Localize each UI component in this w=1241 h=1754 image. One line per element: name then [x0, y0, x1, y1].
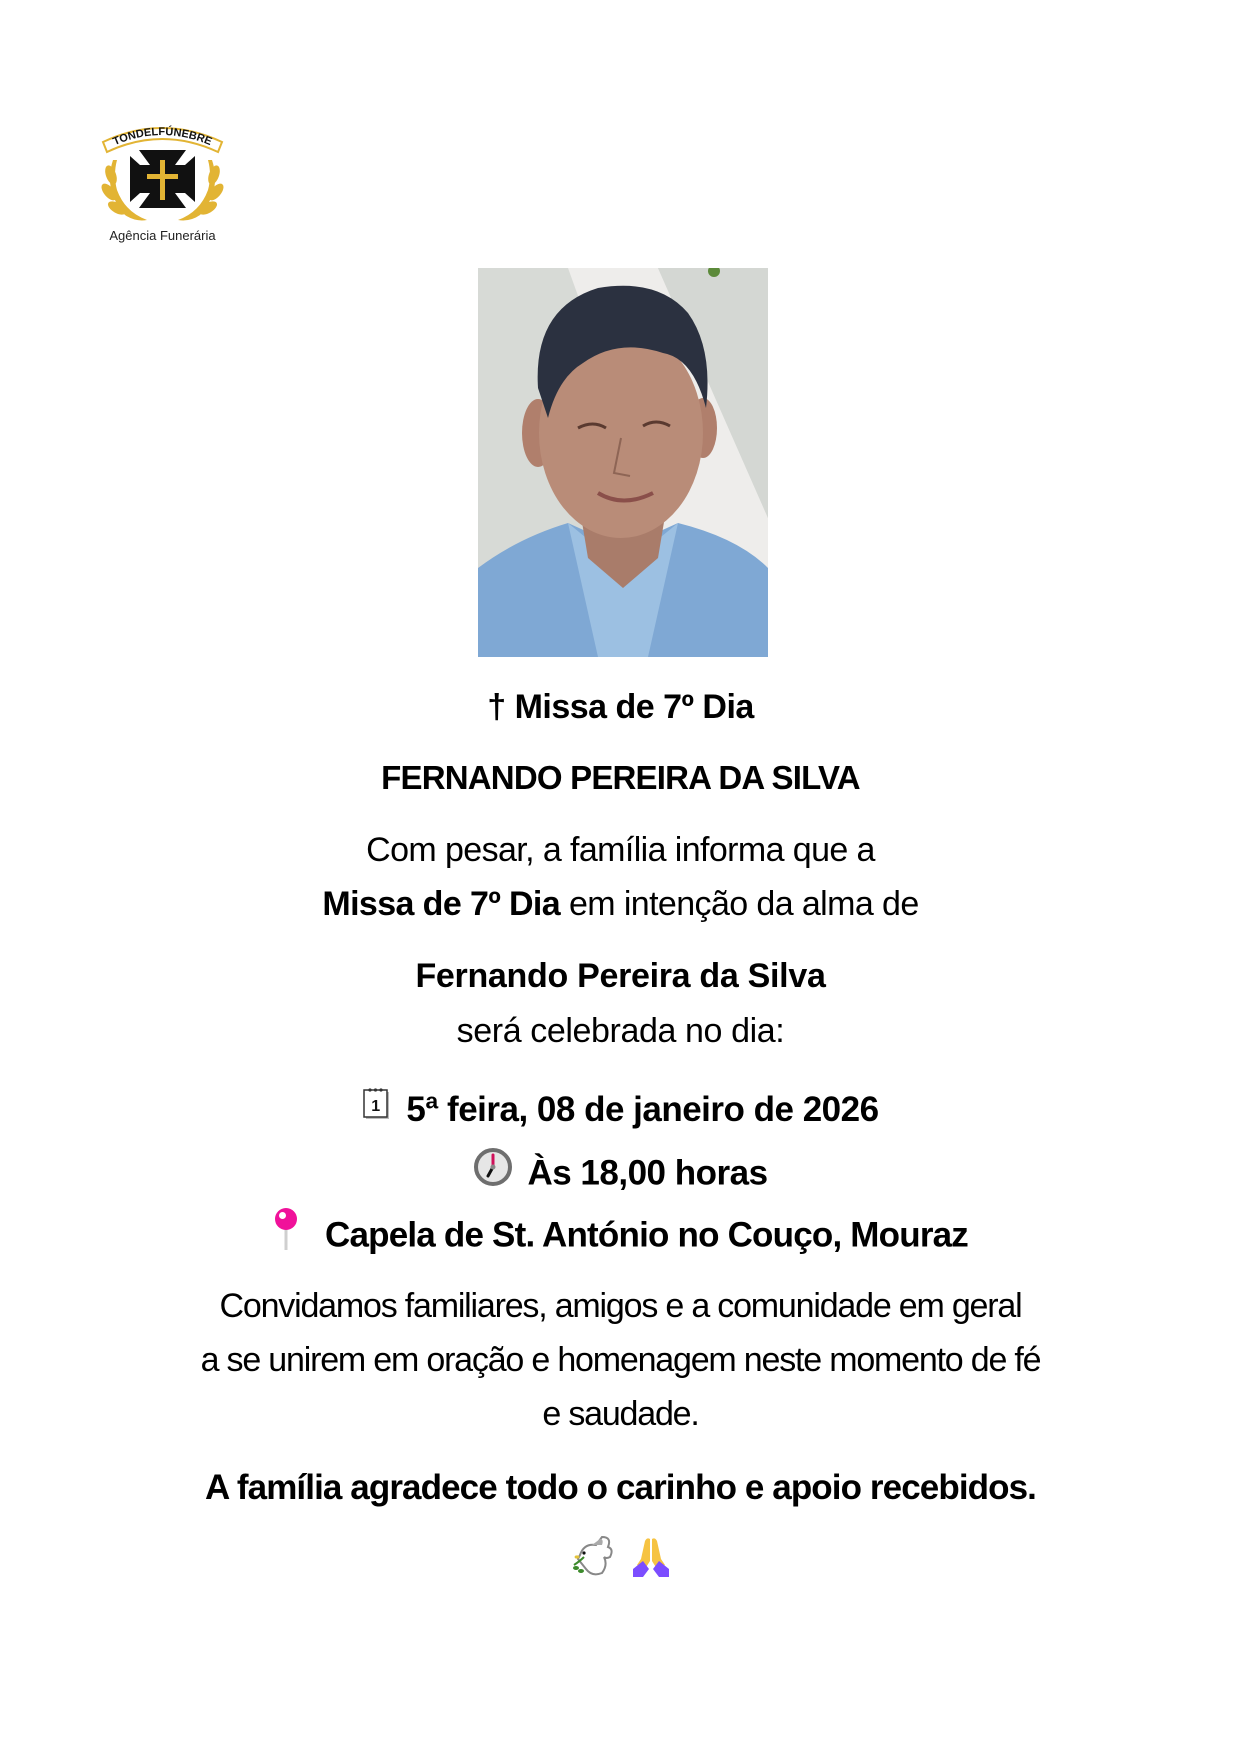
svg-text:TONDELFÚNEBRE: TONDELFÚNEBRE: [111, 125, 214, 149]
deceased-photo: [478, 268, 768, 657]
celebrated-text: será celebrada no dia:: [456, 1012, 785, 1050]
logo-caption: Agência Funerária: [109, 228, 216, 243]
thanks-text: A família agradece todo o carinho e apoio recebidos.: [204, 1468, 1036, 1507]
intro-line-2: [0, 884, 1241, 925]
intro-line-2-rest: em intenção da alma de: [560, 885, 919, 923]
cross-icon: †: [487, 688, 506, 726]
title-text: Missa de 7º Dia: [514, 688, 754, 726]
invite-line-1: Convidamos familiares, amigos e a comunidade em geral: [219, 1287, 1022, 1325]
agency-logo: [95, 120, 230, 255]
svg-text:1: 1: [371, 1097, 381, 1115]
invite-line-2: a se unirem em oração e homenagem neste momento de fé: [200, 1341, 1041, 1379]
mass-place: [0, 1210, 1241, 1264]
intro-mass-bold: Missa de 7º Dia: [322, 885, 561, 923]
closing-emojis: [0, 1535, 1241, 1583]
calendar-icon: [362, 1087, 392, 1131]
invite-line-3: e saudade.: [542, 1395, 699, 1433]
place-text: Capela de St. António no Couço, Mouraz: [324, 1215, 969, 1255]
time-text: Às 18,00 horas: [527, 1153, 768, 1193]
mass-date: [0, 1089, 1241, 1134]
clock-icon: [473, 1147, 513, 1197]
deceased-name-upper: FERNANDO PEREIRA DA SILVA: [381, 759, 860, 796]
pushpin-icon: [273, 1207, 299, 1261]
mass-time: [0, 1150, 1241, 1200]
praying-hands-icon: [631, 1535, 671, 1582]
dove-icon: [570, 1535, 614, 1582]
portrait-image: [478, 268, 768, 657]
notice-title: [0, 687, 1241, 728]
date-text: 5ª feira, 08 de janeiro de 2026: [406, 1090, 879, 1129]
deceased-name: Fernando Pereira da Silva: [415, 957, 826, 995]
logo-emblem-icon: [95, 120, 230, 225]
intro-line-1: Com pesar, a família informa que a: [366, 831, 875, 869]
